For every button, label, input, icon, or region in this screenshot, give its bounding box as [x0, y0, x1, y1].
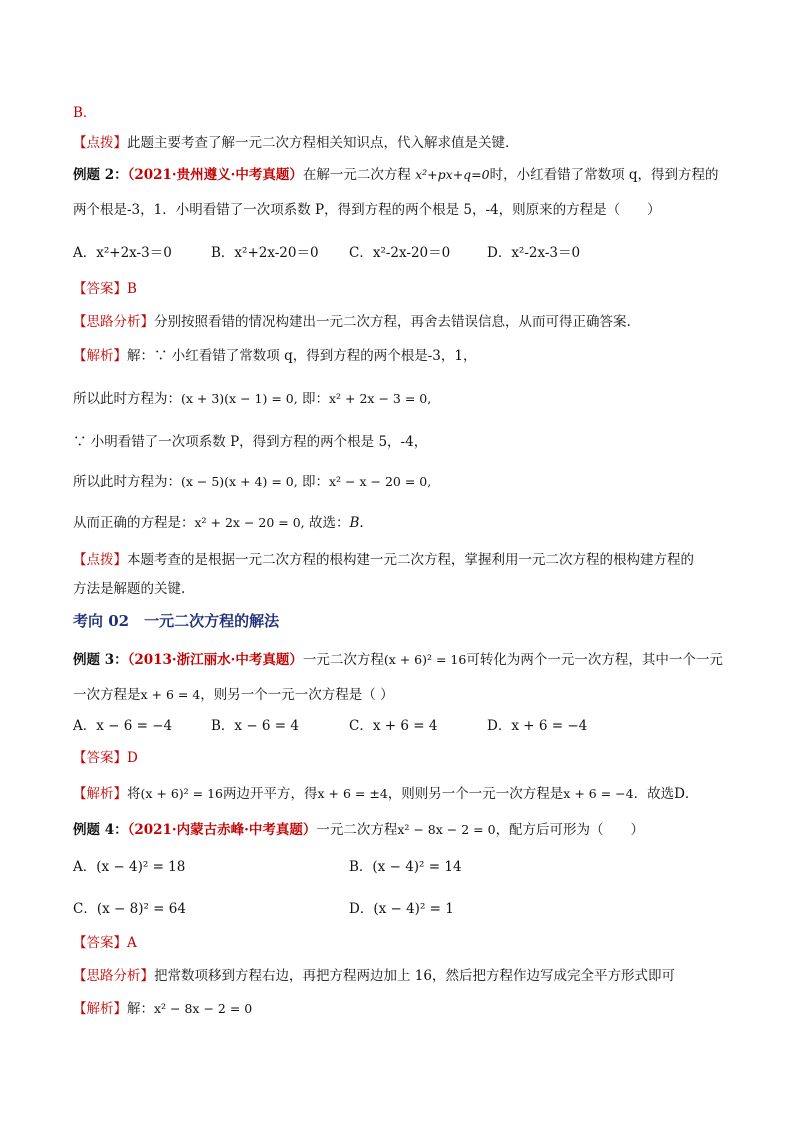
analysis-label: 【思路分析】: [73, 968, 154, 984]
tip-label: 【点拨】: [73, 135, 127, 151]
example-2-text-b: 时，小红看错了常数项 q，得到方程的: [489, 167, 719, 183]
example-3-label: 例题 3：: [73, 652, 128, 668]
example-3-option-c: C．x + 6 = 4: [349, 718, 438, 734]
solution-label: 【解析】: [73, 786, 127, 802]
example-4-source: （2021·内蒙古赤峰·中考真题）: [127, 822, 317, 838]
solution-text: ，则则另一个一元一次方程是: [387, 786, 564, 802]
solution-text: 从而正确的方程是：: [73, 515, 195, 531]
solution-text: 两边开平方，得: [223, 786, 318, 802]
example-4-equation: x² − 8x − 2 = 0: [397, 822, 496, 837]
example-3-text-a: 一元二次方程: [302, 652, 384, 668]
example-4-option-d: D．(x − 4)² = 1: [349, 901, 454, 917]
example-3-option-b: B．x − 6 = 4: [211, 718, 300, 734]
example-2-text-a: 在解一元二次方程: [302, 167, 416, 183]
solution-text: 解：∵ 小红看错了常数项 q，得到方程的两个根是-3，1，: [127, 348, 477, 364]
solution-label: 【解析】: [73, 1001, 127, 1017]
solution-equation: (x − 5)(x + 4) = 0,: [181, 474, 298, 489]
tip-line: [73, 134, 519, 152]
answer-value: A: [127, 935, 137, 951]
answer-label: 【答案】: [73, 935, 127, 951]
example-4-text-b: ，配方后可形为（ ）: [495, 822, 645, 838]
example-2-question-line-1: [73, 166, 719, 184]
solution-text: 所以此时方程为：: [73, 474, 181, 490]
example-2-analysis: [73, 313, 631, 331]
example-2-tip-line-1: [73, 551, 694, 569]
example-2-option-d: D．x²-2x-3＝0: [487, 245, 581, 261]
example-3-equation: (x + 6)² = 16: [383, 652, 467, 667]
example-4-analysis: [73, 967, 675, 985]
example-2-label: 例题 2：: [73, 167, 128, 183]
example-4-option-a: A．(x − 4)² = 18: [73, 859, 186, 875]
example-3-answer: [73, 749, 138, 767]
example-2-answer: [73, 280, 137, 298]
analysis-text: 分别按照看错的情况构建出一元二次方程，再舍去错误信息，从而可得正确答案.: [154, 314, 631, 330]
example-4-question: [73, 821, 644, 839]
example-2-tip-line-2: 方法是解题的关键.: [73, 581, 186, 597]
analysis-text: 把常数项移到方程右边，再把方程两边加上 16，然后把方程作边写成完全平方形式即可: [154, 968, 675, 984]
example-2-option-c: C．x²-2x-20＝0: [349, 245, 451, 261]
example-3-question-line-1: [73, 651, 723, 669]
example-2-equation: x²+px+q=0: [415, 167, 490, 182]
example-3-text-d: ，则另一个一元一次方程是（ ）: [200, 687, 394, 703]
example-4-solution: [73, 1000, 252, 1018]
example-4-text-a: 一元二次方程: [316, 822, 398, 838]
example-2-solution-3: ∵ 小明看错了一次项系数 P，得到方程的两个根是 5，-4，: [73, 434, 428, 450]
example-2-solution-4: [73, 473, 431, 491]
example-3-question-line-2: [73, 686, 394, 704]
example-2-solution-2: [73, 390, 431, 408]
example-2-option-b: B．x²+2x-20＝0: [211, 245, 319, 261]
tip-text: 本题考查的是根据一元二次方程的根构建一元二次方程，掌握利用一元二次方程的根构建方程的: [127, 552, 694, 568]
example-2-solution-1: [73, 347, 476, 365]
solution-text: 故选：: [304, 515, 350, 531]
solution-text: 解：: [127, 1001, 154, 1017]
answer-label: 【答案】: [73, 750, 127, 766]
solution-equation: x² + 2x − 20 = 0,: [194, 515, 305, 530]
example-4-label: 例题 4：: [73, 822, 128, 838]
answer-value: D: [127, 750, 138, 766]
answer-value: B: [127, 281, 137, 297]
example-3-text-c: 一次方程是: [73, 687, 141, 703]
example-3-equation: x + 6 = 4: [140, 687, 201, 702]
solution-text: 所以此时方程为：: [73, 391, 181, 407]
solution-text: 将: [127, 786, 141, 802]
solution-choice: B.: [349, 515, 364, 531]
solution-equation: x² − 8x − 2 = 0: [154, 1001, 253, 1016]
example-3-source: （2013·浙江丽水·中考真题）: [127, 652, 303, 668]
answer-line: B．: [73, 105, 97, 121]
solution-equation: x + 6 = −4: [563, 786, 634, 801]
solution-text: 即：: [297, 391, 329, 407]
example-4-option-c: C．(x − 8)² = 64: [73, 901, 186, 917]
tip-text: 此题主要考查了解一元二次方程相关知识点，代入解求值是关键．: [127, 135, 519, 151]
solution-equation: x² − x − 20 = 0,: [329, 474, 432, 489]
answer-label: 【答案】: [73, 281, 127, 297]
example-3-text-b: 可转化为两个一元一次方程，其中一个一元: [466, 652, 723, 668]
solution-equation: (x + 3)(x − 1) = 0,: [181, 391, 298, 406]
example-2-solution-5: [73, 514, 364, 532]
example-2-option-a: A．x²+2x-3＝0: [73, 245, 172, 261]
example-4-answer: [73, 934, 137, 952]
solution-equation: x + 6 = ±4: [317, 786, 388, 801]
solution-label: 【解析】: [73, 348, 127, 364]
example-2-question-line-2: 两个根是-3，1．小明看错了一次项系数 P，得到方程的两个根是 5，-4，则原来的方程是（ ）: [73, 202, 661, 218]
solution-equation: (x + 6)² = 16: [140, 786, 224, 801]
solution-text: ．故选D．: [633, 786, 699, 802]
example-3-option-d: D．x + 6 = −4: [487, 718, 588, 734]
analysis-label: 【思路分析】: [73, 314, 154, 330]
example-3-option-a: A．x − 6 = −4: [73, 718, 173, 734]
section-heading: 考向 02 一元二次方程的解法: [73, 612, 280, 630]
example-4-option-b: B．(x − 4)² = 14: [349, 859, 462, 875]
example-2-source: （2021·贵州遵义·中考真题）: [127, 167, 303, 183]
solution-text: 即：: [297, 474, 329, 490]
tip-label: 【点拨】: [73, 552, 127, 568]
example-3-solution: [73, 785, 698, 803]
solution-equation: x² + 2x − 3 = 0,: [329, 391, 432, 406]
